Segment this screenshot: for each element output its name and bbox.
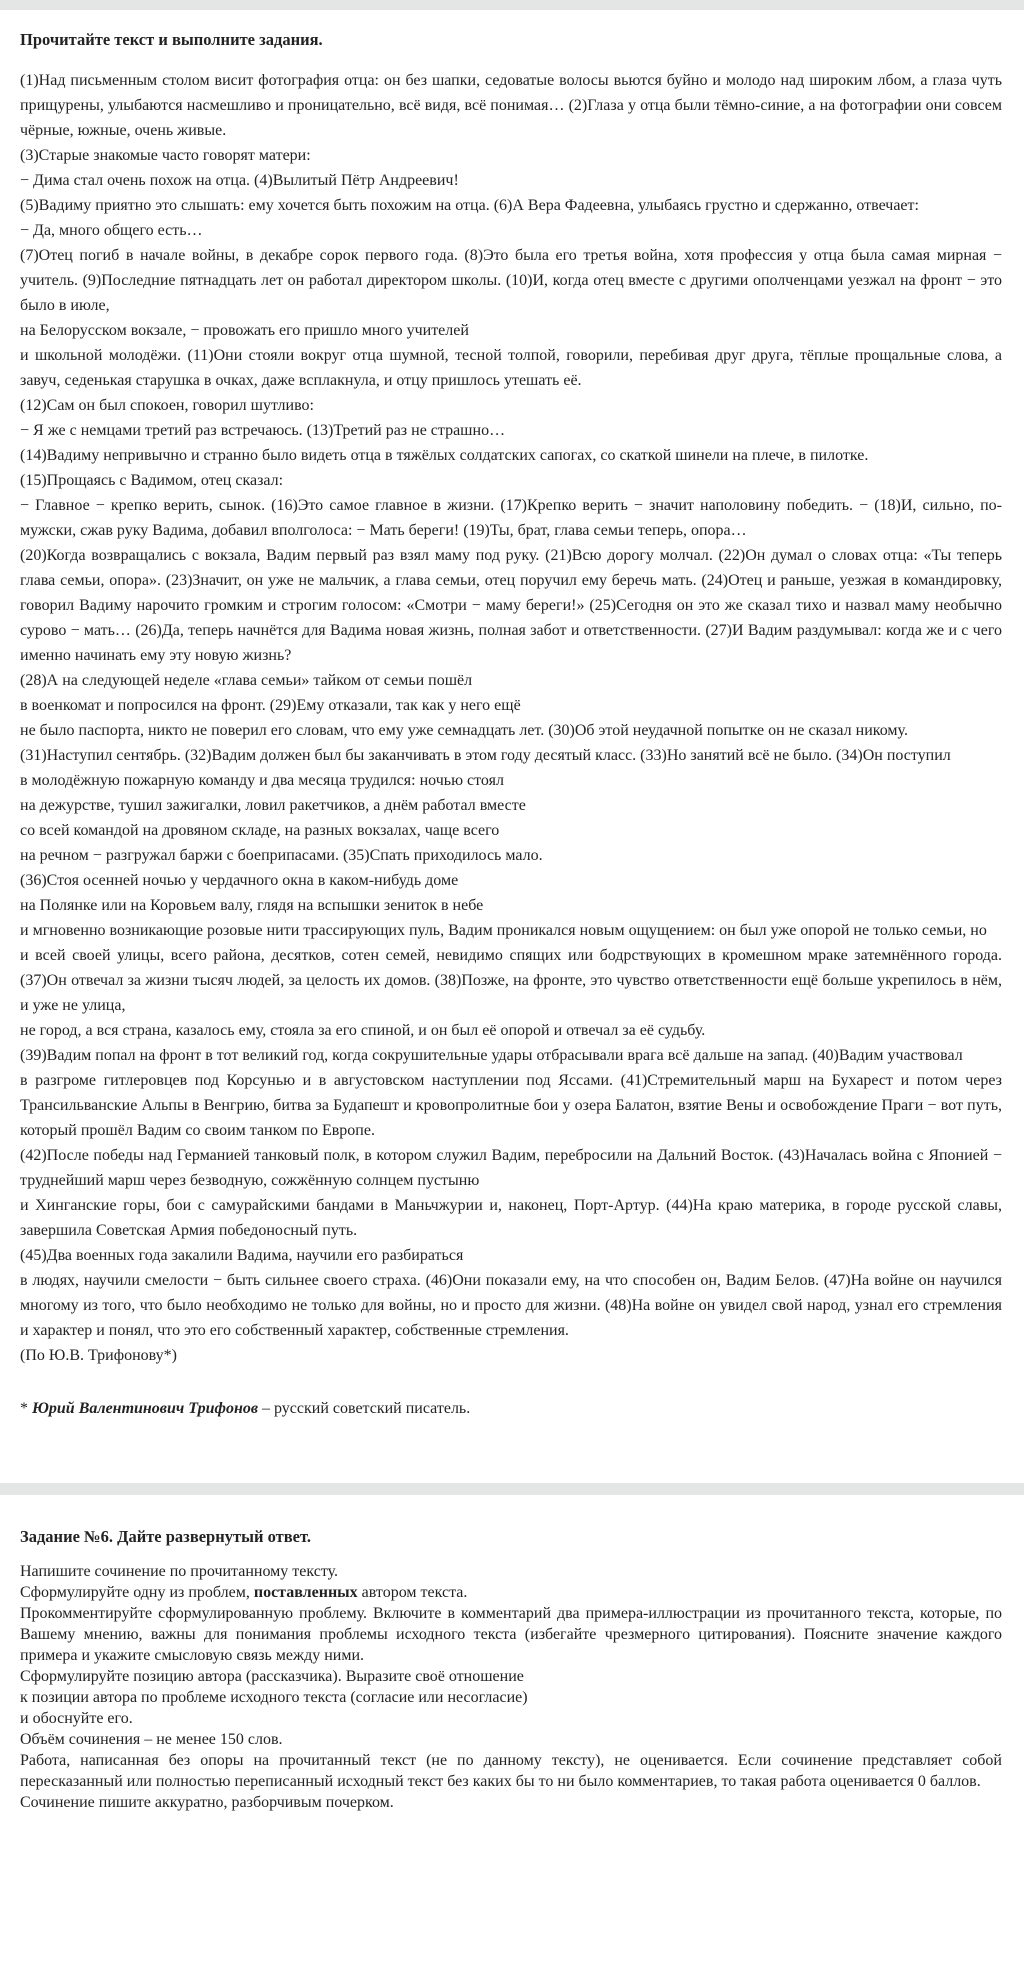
task-line: и обоснуйте его. bbox=[20, 1710, 133, 1727]
text-paragraph: в людях, научили смелости − быть сильнее своего страха. (46)Они показали ему, на что способен он, Вадим Белов. (47)На войне он научился многому из того, что было необходимо не только для войны, но и просто для жизни. (48)На войне он увидел свой народ, узнал его стремления и характер и понял, что это его собственный характер, собственные стремления. bbox=[20, 1272, 1002, 1339]
text-paragraph: и Хинганские горы, бои с самурайскими бандами в Маньчжурии и, наконец, Порт-Артур. (44)На краю материка, в городе русской славы, завершила Советская Армия победоносный путь. bbox=[20, 1197, 1002, 1239]
task-line: Работа, написанная без опоры на прочитанный текст (не по данному тексту), не оценивается. Если сочинение представляет собой пересказанный или полностью переписанный исходный текст без каких бы то ни было комментариев, то такая работа оценивается 0 баллов. bbox=[20, 1752, 1002, 1790]
text-paragraph: − Я же с немцами третий раз встречаюсь. (13)Третий раз не страшно… bbox=[20, 422, 506, 439]
task-line: Объём сочинения – не менее 150 слов. bbox=[20, 1731, 283, 1748]
text-paragraph: (5)Вадиму приятно это слышать: ему хочется быть похожим на отца. (6)А Вера Фадеевна, улыбаясь грустно и сдержанно, отвечает: bbox=[20, 197, 919, 214]
text-paragraph: на речном − разгружал баржи с боеприпасами. (35)Спать приходилось мало. bbox=[20, 847, 543, 864]
text-paragraph: в военкомат и попросился на фронт. (29)Ему отказали, так как у него ещё bbox=[20, 697, 521, 714]
top-divider bbox=[0, 0, 1024, 10]
reading-text bbox=[20, 68, 1002, 1368]
text-paragraph: на дежурстве, тушил зажигалки, ловил ракетчиков, а днём работал вместе bbox=[20, 797, 526, 814]
text-paragraph: на Белорусском вокзале, − провожать его пришло много учителей bbox=[20, 322, 469, 339]
task-line: Сформулируйте одну из проблем, поставленных автором текста. bbox=[20, 1584, 468, 1601]
text-paragraph: со всей командой на дровяном складе, на разных вокзалах, чаще всего bbox=[20, 822, 500, 839]
text-paragraph: − Да, много общего есть… bbox=[20, 222, 203, 239]
text-paragraph: (12)Сам он был спокоен, говорил шутливо: bbox=[20, 397, 314, 414]
text-paragraph: (15)Прощаясь с Вадимом, отец сказал: bbox=[20, 472, 284, 489]
task-card bbox=[0, 1495, 1024, 1813]
text-paragraph: не было паспорта, никто не поверил его словам, что ему уже семнадцать лет. (30)Об этой неудачной попытке он не сказал никому. bbox=[20, 722, 908, 739]
section-divider bbox=[0, 1483, 1024, 1495]
task-line: Напишите сочинение по прочитанному тексту. bbox=[20, 1563, 339, 1580]
text-paragraph: не город, а вся страна, казалось ему, стояла за его спиной, и он был её опорой и отвечал за её судьбу. bbox=[20, 1022, 706, 1039]
text-paragraph: (39)Вадим попал на фронт в тот великий год, когда сокрушительные удары отбрасывали врага всё дальше на запад. (40)Вадим участвовал bbox=[20, 1047, 963, 1064]
author-footnote: * Юрий Валентинович Трифонов – русский советский писатель. bbox=[20, 1400, 471, 1417]
text-paragraph: (7)Отец погиб в начале войны, в декабре сорок первого года. (8)Это была его третья война, хотя профессия у отца была самая мирная − учитель. (9)Последние пятнадцать лет он работал директором школы. (10)И, когда отец вместе с другими ополченцами уезжал на фронт − это было в июле, bbox=[20, 247, 1002, 314]
task-line: Прокомментируйте сформулированную проблему. Включите в комментарий два примера-иллюстрации из прочитанного текста, которые, по Вашему мнению, важны для понимания проблемы исходного текста (избегайте чрезмерного цитирования). Поясните значение каждого примера и укажите смысловую связь между ними. bbox=[20, 1605, 1002, 1664]
task-heading: Задание №6. Дайте развернутый ответ. bbox=[20, 1527, 311, 1546]
text-paragraph: (3)Старые знакомые часто говорят матери: bbox=[20, 147, 311, 164]
text-paragraph: (1)Над письменным столом висит фотография отца: он без шапки, седоватые волосы вьются буйно и молодо над широким лбом, а глаза чуть прищурены, улыбаются насмешливо и проницательно, всё видя, всё понимая… (2)Глаза у отца были тёмно-синие, а на фотографии они совсем чёрные, южные, очень живые. bbox=[20, 72, 1002, 139]
text-paragraph: и мгновенно возникающие розовые нити трассирующих пуль, Вадим проникался новым ощущением: он был уже опорой не только семьи, но bbox=[20, 922, 987, 939]
task-line: к позиции автора по проблеме исходного текста (согласие или несогласие) bbox=[20, 1689, 528, 1706]
text-paragraph: (31)Наступил сентябрь. (32)Вадим должен был бы заканчивать в этом году десятый класс. (33)Но занятий всё не было. (34)Он поступил bbox=[20, 747, 951, 764]
text-paragraph: − Главное − крепко верить, сынок. (16)Это самое главное в жизни. (17)Крепко верить − значит наполовину победить. − (18)И, сильно, по-мужски, сжав руку Вадима, добавил вполголоса: − Мать береги! (19)Ты, брат, глава семьи теперь, опора… bbox=[20, 497, 1002, 539]
text-paragraph: в молодёжную пожарную команду и два месяца трудился: ночью стоял bbox=[20, 772, 504, 789]
text-paragraph: (28)А на следующей неделе «глава семьи» тайком от семьи пошёл bbox=[20, 672, 473, 689]
task-line: Сформулируйте позицию автора (рассказчика). Выразите своё отношение bbox=[20, 1668, 524, 1685]
text-paragraph: на Полянке или на Коровьем валу, глядя на вспышки зениток в небе bbox=[20, 897, 484, 914]
text-paragraph: − Дима стал очень похож на отца. (4)Вылитый Пётр Андреевич! bbox=[20, 172, 459, 189]
text-paragraph: (20)Когда возвращались с вокзала, Вадим первый раз взял маму под руку. (21)Всю дорогу молчал. (22)Он думал о словах отца: «Ты теперь глава семьи, опора». (23)Значит, он уже не мальчик, а глава семьи, отец поручил ему беречь мать. (24)Отец и раньше, уезжая в командировку, говорил Вадиму нарочито громким и строгим голосом: «Смотри − маму береги!» (25)Сегодня он это же сказал тихо и назвал маму необычно сурово − мать… (26)Да, теперь начнётся для Вадима новая жизнь, полная забот и ответственности. (27)И Вадим раздумывал: когда же и с чего именно начинать ему эту новую жизнь? bbox=[20, 547, 1002, 664]
task-instructions bbox=[20, 1561, 1002, 1813]
text-paragraph: (45)Два военных года закалили Вадима, научили его разбираться bbox=[20, 1247, 464, 1264]
text-paragraph: (По Ю.В. Трифонову*) bbox=[20, 1347, 177, 1364]
task-line: Сочинение пишите аккуратно, разборчивым почерком. bbox=[20, 1794, 394, 1811]
text-paragraph: (42)После победы над Германией танковый полк, в котором служил Вадим, перебросили на Дальний Восток. (43)Началась война с Японией − труднейший марш через безводную, сожжённую солнцем пустыню bbox=[20, 1147, 1002, 1189]
text-paragraph: и всей своей улицы, всего района, десятков, сотен семей, невидимо спящих или бодрствующих в кромешном мраке затемнённого города. (37)Он отвечал за жизни тысяч людей, за целость их домов. (38)Позже, на фронте, это чувство ответственности ещё больше укрепилось в нём, и уже не улица, bbox=[20, 947, 1002, 1014]
reading-text-card bbox=[0, 10, 1024, 1483]
text-paragraph: (14)Вадиму непривычно и странно было видеть отца в тяжёлых солдатских сапогах, со скаткой шинели на плече, в пилотке. bbox=[20, 447, 869, 464]
text-paragraph: (36)Стоя осенней ночью у чердачного окна в каком-нибудь доме bbox=[20, 872, 459, 889]
author-name: Юрий Валентинович Трифонов bbox=[32, 1400, 258, 1417]
text-paragraph: и школьной молодёжи. (11)Они стояли вокруг отца шумной, тесной толпой, говорили, перебивая друг друга, тёплые прощальные слова, а завуч, седенькая старушка в очках, даже всплакнула, и отцу пришлось утешать её. bbox=[20, 347, 1002, 389]
reading-heading: Прочитайте текст и выполните задания. bbox=[20, 30, 323, 49]
text-paragraph: в разгроме гитлеровцев под Корсунью и в августовском наступлении под Яссами. (41)Стремительный марш на Бухарест и потом через Трансильванские Альпы в Венгрию, битва за Будапешт и кровопролитные бои у озера Балатон, взятие Вены и освобождение Праги − вот путь, который прошёл Вадим со своим танком по Европе. bbox=[20, 1072, 1002, 1139]
